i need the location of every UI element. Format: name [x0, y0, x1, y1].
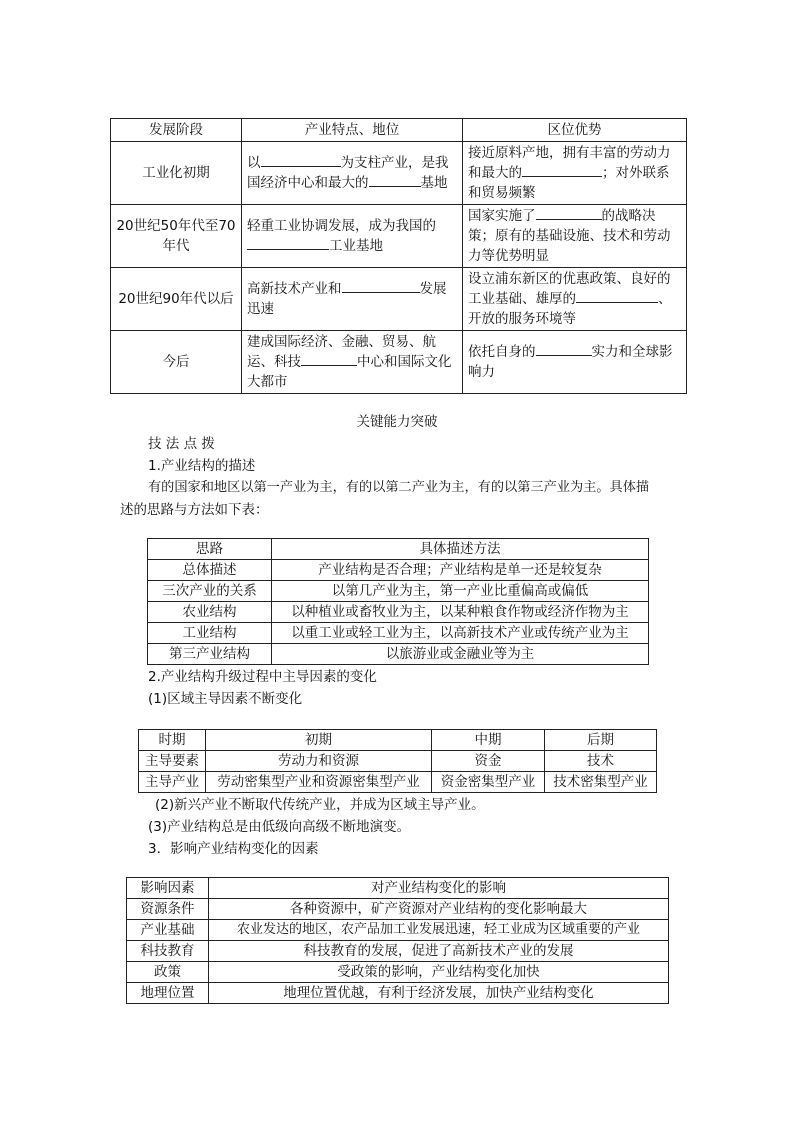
table-cell: 第三产业结构	[148, 644, 272, 665]
table-row	[127, 899, 669, 920]
section1-intro-line1: 有的国家和地区以第一产业为主，有的以第二产业为主，有的以第三产业为主。具体描	[148, 480, 650, 495]
table-row	[111, 268, 687, 331]
table-row	[148, 560, 649, 581]
table-cell: 资源条件	[127, 899, 209, 920]
table-cell: 资金密集型产业	[432, 772, 545, 793]
header-feature: 产业特点、地位	[242, 119, 463, 142]
table-cell: 产业基础	[127, 920, 209, 941]
table-cell: 主导要素	[139, 751, 206, 772]
table-cell: 以第几产业为主，第一产业比重偏高或偏低	[272, 581, 649, 602]
feature-cell	[242, 331, 463, 394]
dominant-factor-table	[138, 729, 657, 793]
table-cell: 技术密集型产业	[545, 772, 657, 793]
section1-title: 1.产业结构的描述	[148, 458, 256, 474]
cell-text: 设立浦东新区的优惠政策、良好的工业基础、雄厚的	[468, 271, 671, 307]
fill-blank	[247, 248, 329, 250]
table-row	[111, 331, 687, 394]
table-cell: 农业结构	[148, 602, 272, 623]
cell-text: 、开放的服务环境等	[468, 291, 672, 327]
cell-text: 中心和国际文化大都市	[247, 354, 452, 390]
table-row	[127, 941, 669, 962]
cell-text: 接近原料产地，拥有丰富的劳动力和最大的	[468, 145, 671, 181]
table-row	[148, 644, 649, 665]
table-row	[148, 602, 649, 623]
table-header-row	[139, 730, 657, 751]
table-cell: 劳动力和资源	[206, 751, 432, 772]
cell-text: 轻重工业协调发展，成为我国的	[247, 218, 436, 234]
fill-blank	[536, 218, 602, 220]
header-advantage: 区位优势	[463, 119, 687, 142]
table-row	[148, 623, 649, 644]
cell-text: 为支柱产业，是我国经济中心和最大的	[247, 155, 449, 191]
table-row	[127, 962, 669, 983]
table-cell: 农业发达的地区，农产品加工业发展迅速，轻工业成为区域重要的产业	[209, 920, 669, 941]
skill-title: 技 法 点 拨	[148, 436, 215, 452]
cell-text: 的战略决策；原有的基础设施、技术和劳动力等优势明显	[468, 208, 671, 264]
table-row	[139, 751, 657, 772]
fill-blank	[576, 301, 658, 303]
table-cell: 以种植业或畜牧业为主，以某种粮食作物或经济作物为主	[272, 602, 649, 623]
cell-text: 工业基地	[329, 238, 383, 254]
table-cell: 工业结构	[148, 623, 272, 644]
section2-sub3: (3)产业结构总是由低级向高级不断地演变。	[148, 819, 411, 835]
table-cell: 科技教育的发展，促进了高新技术产业的发展	[209, 941, 669, 962]
table-row	[111, 205, 687, 268]
table-cell: 政策	[127, 962, 209, 983]
table-header-row	[111, 119, 687, 142]
cell-text: 依托自身的	[468, 344, 536, 360]
table-cell: 主导产业	[139, 772, 206, 793]
stage-cell: 今后	[111, 331, 242, 394]
header-late: 后期	[545, 730, 657, 751]
header-method: 具体描述方法	[272, 539, 649, 560]
table-row	[127, 983, 669, 1004]
cell-text: 基地	[420, 175, 448, 191]
feature-cell	[242, 268, 463, 331]
stage-cell: 20世纪50年代至70年代	[111, 205, 242, 268]
fill-blank	[369, 185, 421, 187]
table-cell: 技术	[545, 751, 657, 772]
fill-blank	[536, 354, 592, 356]
advantage-cell	[463, 331, 687, 394]
table-cell: 以旅游业或金融业等为主	[272, 644, 649, 665]
stage-cell: 20世纪90年代以后	[111, 268, 242, 331]
table-cell: 产业结构是否合理；产业结构是单一还是较复杂	[272, 560, 649, 581]
header-stage: 发展阶段	[111, 119, 242, 142]
table-cell: 总体描述	[148, 560, 272, 581]
header-influence: 对产业结构变化的影响	[209, 878, 669, 899]
section2-sub2: (2)新兴产业不断取代传统产业，并成为区域主导产业。	[155, 797, 485, 813]
table-cell: 三次产业的关系	[148, 581, 272, 602]
table-cell: 受政策的影响，产业结构变化加快	[209, 962, 669, 983]
table-cell: 科技教育	[127, 941, 209, 962]
header-factor: 影响因素	[127, 878, 209, 899]
feature-cell	[242, 142, 463, 205]
cell-text: 国家实施了	[468, 208, 536, 224]
table-header-row	[127, 878, 669, 899]
table-cell: 各种资源中，矿产资源对产业结构的变化影响最大	[209, 899, 669, 920]
cell-text: 高新技术产业和	[247, 281, 342, 297]
table-row	[148, 581, 649, 602]
table-cell: 以重工业或轻工业为主，以高新技术产业或传统产业为主	[272, 623, 649, 644]
header-approach: 思路	[148, 539, 272, 560]
section2-title: 2.产业结构升级过程中主导因素的变化	[148, 669, 377, 685]
structure-description-table	[147, 538, 649, 665]
table-cell: 地理位置优越，有利于经济发展，加快产业结构变化	[209, 983, 669, 1004]
influencing-factors-table	[126, 877, 669, 1004]
table-cell: 地理位置	[127, 983, 209, 1004]
cell-text: ；对外联系和贸易频繁	[468, 165, 670, 201]
table-row	[139, 772, 657, 793]
feature-cell	[242, 205, 463, 268]
header-period: 时期	[139, 730, 206, 751]
section2-sub1: (1)区域主导因素不断变化	[148, 691, 303, 707]
fill-blank	[301, 364, 357, 366]
table-header-row	[148, 539, 649, 560]
advantage-cell	[463, 142, 687, 205]
header-middle: 中期	[432, 730, 545, 751]
table-row	[111, 142, 687, 205]
section1-intro-line2: 述的思路与方法如下表：	[120, 502, 269, 518]
fill-blank	[261, 165, 341, 167]
cell-text: 以	[247, 155, 261, 171]
fill-blank	[522, 175, 602, 177]
advantage-cell	[463, 268, 687, 331]
cell-text: 发展迅速	[247, 281, 447, 317]
section3-title: 3．影响产业结构变化的因素	[148, 841, 319, 857]
stage-cell: 工业化初期	[111, 142, 242, 205]
cell-text: 实力和全球影响力	[468, 344, 673, 380]
advantage-cell	[463, 205, 687, 268]
development-stage-table	[110, 118, 687, 394]
fill-blank	[342, 291, 420, 293]
header-early: 初期	[206, 730, 432, 751]
cell-text: 建成国际经济、金融、贸易、航运、科技	[247, 334, 436, 370]
table-row	[127, 920, 669, 941]
section-heading: 关键能力突破	[356, 414, 438, 430]
table-cell: 资金	[432, 751, 545, 772]
table-cell: 劳动密集型产业和资源密集型产业	[206, 772, 432, 793]
